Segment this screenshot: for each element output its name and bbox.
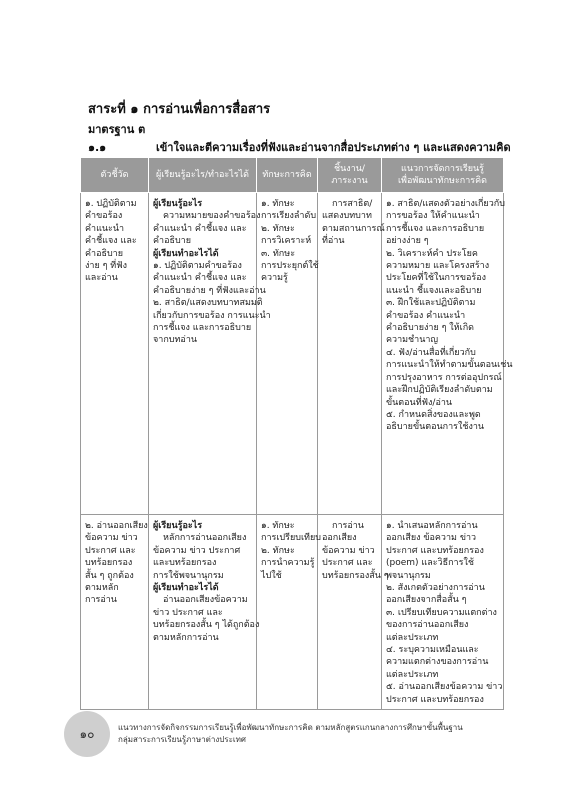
learner-know-heading: ผู้เรียนรู้อะไร [153, 521, 203, 531]
cell-line: การสาธิต/ [332, 199, 373, 209]
cell-line: ออกเสียงจากสื่อสั้น ๆ [386, 595, 467, 606]
header-task [318, 158, 382, 193]
cell-line: คำอธิบาย [85, 248, 124, 259]
cell-line: และอ่าน [85, 273, 118, 284]
learner-cell [149, 193, 271, 515]
cell-line: ความชำนาญ [386, 335, 439, 346]
cell-line: อย่างง่าย ๆ [386, 236, 429, 247]
cell-line: ตามหลักการอ่าน [153, 632, 219, 643]
cell-line: สั้น ๆ ถูกต้อง [85, 570, 134, 581]
cell-line: ความหมายของคำขอร้อง [163, 211, 261, 222]
indicator-cell [81, 515, 149, 710]
header-task-line1: ชิ้นงาน/ [334, 163, 365, 174]
cell-line: ความแตกต่างของการอ่าน [386, 657, 489, 668]
cell-line: คำแนะนำ คำชี้แจง และ [153, 273, 247, 284]
cell-line: บทร้อยกรอง [85, 558, 133, 569]
cell-line: ความหมาย และโครงสร้าง [386, 261, 490, 272]
cell-line: ประกาศ และบทร้อยกรอง [386, 694, 484, 705]
cell-line: ข้อความ ข่าว ประกาศ [153, 545, 241, 556]
cell-line: คำอธิบายง่าย ๆ ให้เกิด [386, 323, 474, 334]
cell-line: ของการอ่านออกเสียง [386, 620, 469, 631]
cell-line: การปรุงอาหาร การต่ออุปกรณ์ [386, 372, 502, 383]
cell-line: ออกเสียง ข้อความ ข่าว [386, 533, 477, 544]
cell-line: คำแนะนำ [85, 223, 125, 234]
cell-line: ๓. ฝึกใช้และปฏิบัติตาม [386, 298, 476, 309]
approach-cell [382, 515, 504, 710]
cell-line: บทร้อยกรองสั้น ๆ [322, 570, 389, 581]
standard-code: มาตรฐาน ต ๑.๑ [88, 123, 146, 154]
cell-line: ๔. ฟัง/อ่านสื่อที่เกี่ยวกับ [386, 347, 476, 358]
cell-line: คำชี้แจง และ [85, 236, 137, 247]
cell-line: คำขอร้อง คำแนะนำ [386, 310, 466, 321]
cell-line: อธิบายขั้นตอนการใช้งาน [386, 422, 485, 433]
cell-line: ๒. สังเกตตัวอย่างการอ่าน [386, 583, 485, 594]
table-row [81, 193, 504, 515]
cell-line: คำขอร้อง [85, 211, 123, 222]
cell-line: ประกาศ และ [85, 545, 136, 556]
cell-line: การวิเคราะห์ [261, 236, 312, 247]
cell-line: บทร้อยกรองสั้น ๆ ได้ถูกต้อง [153, 620, 260, 631]
cell-line: คำแนะนำ คำชี้แจง และ [153, 223, 247, 234]
cell-line: ประกาศ และ [322, 558, 373, 569]
header-approach-line1: แนวการจัดการเรียนรู้ [401, 163, 484, 174]
cell-line: พจนานุกรม [386, 570, 431, 581]
cell-line: การประยุกต์ใช้ [261, 261, 319, 272]
learner-do-heading: ผู้เรียนทำอะไรได้ [153, 583, 219, 594]
cell-line: ๕. กำหนดสิ่งของและพูด [386, 409, 481, 420]
header-approach-line2: เพื่อพัฒนาทักษะการคิด [397, 176, 488, 186]
cell-line: (poem) และวิธีการใช้ [386, 558, 474, 569]
cell-line: ข่าว ประกาศ และ [153, 607, 223, 618]
cell-line: การอ่าน [332, 521, 364, 531]
cell-line: การชี้แจง และการอธิบาย [153, 323, 252, 334]
cell-line: ง่าย ๆ ที่ฟัง [85, 261, 127, 272]
header-thinking: ทักษะการคิด [257, 158, 318, 193]
footer-text [118, 722, 463, 746]
cell-line: ประโยคที่ใช้ในการขอร้อง [386, 273, 487, 284]
cell-line: การใช้พจนานุกรม [153, 570, 224, 581]
table-row [81, 515, 504, 710]
cell-line: แต่ละประเภท [386, 669, 439, 680]
cell-line: ๒. ทักษะ [261, 223, 295, 234]
strand-title: สาระที่ ๑ การอ่านเพื่อการสื่อสาร [88, 102, 271, 117]
cell-line: ประกาศ และบทร้อยกรอง [386, 545, 484, 556]
cell-line: การอ่าน [85, 595, 117, 606]
cell-line: การขอร้อง ให้คำแนะนำ [386, 211, 480, 222]
cell-line: ๕. อ่านออกเสียงข้อความ ข่าว [386, 682, 503, 693]
task-cell [318, 515, 389, 710]
cell-line: ตามสถานการณ์ [322, 223, 385, 234]
learner-know-heading: ผู้เรียนรู้อะไร [153, 199, 203, 209]
footer-line1: แนวทางการจัดกิจกรรมการเรียนรู้เพื่อพัฒนาทักษะการคิด ตามหลักสูตรแกนกลางการศึกษาขั้นพื้นฐาน [118, 723, 463, 732]
cell-line: จากบทอ่าน [153, 335, 198, 346]
cell-line: ไปใช้ [261, 570, 282, 581]
cell-line: การเปรียบเทียบ [261, 533, 321, 544]
cell-line: ความรู้ [261, 273, 288, 284]
indicator-cell [81, 193, 149, 515]
cell-line: ๑. ปฏิบัติตามคำขอร้อง [153, 261, 242, 272]
footer-line2: กลุ่มสาระการเรียนรู้ภาษาต่างประเทศ [118, 735, 246, 744]
page-number-badge: ๑๐ [64, 711, 110, 757]
header-learner: ผู้เรียนรู้อะไร/ทำอะไรได้ [149, 158, 257, 193]
cell-line: คำอธิบายง่าย ๆ ที่ฟังและอ่าน [153, 285, 266, 296]
cell-line: ขั้นตอนที่ฟัง/อ่าน [386, 397, 453, 408]
cell-line: ๓. เปรียบเทียบความแตกต่าง [386, 607, 497, 618]
thinking-cell [257, 193, 318, 515]
header-indicator: ตัวชี้วัด [81, 158, 149, 193]
thinking-cell [257, 515, 321, 710]
cell-line: ๑. ปฏิบัติตาม [85, 199, 137, 209]
cell-line: การแนะนำให้ทำตามขั้นตอนเช่น [386, 360, 513, 371]
cell-line: ๓. ทักษะ [261, 248, 296, 259]
cell-line: ๔. ระบุความเหมือนและ [386, 645, 479, 656]
cell-line: ที่อ่าน [322, 236, 345, 247]
learner-cell [149, 515, 260, 710]
cell-line: คำอธิบาย [153, 236, 192, 247]
header-approach [382, 158, 504, 193]
cell-line: แนะนำ ชี้แจงและอธิบาย [386, 285, 482, 296]
cell-line: การเรียงลำดับ [261, 211, 317, 222]
cell-line: ข้อความ ข่าว [85, 533, 138, 544]
cell-line: และฝึกปฏิบัติเรียงลำดับตาม [386, 385, 493, 396]
cell-line: อ่านออกเสียงข้อความ [163, 595, 248, 606]
cell-line: และบทร้อยกรอง [153, 558, 217, 569]
learner-do-heading: ผู้เรียนทำอะไรได้ [153, 248, 219, 259]
curriculum-table [80, 157, 513, 710]
approach-cell [382, 193, 513, 515]
cell-line: แต่ละประเภท [386, 632, 439, 643]
cell-line: ๒. สาธิต/แสดงบทบาทสมมติ [153, 298, 263, 309]
cell-line: ตามหลัก [85, 583, 119, 594]
cell-line: ๒. อ่านออกเสียง [85, 521, 148, 531]
cell-line: ๒. วิเคราะห์คำ ประโยค [386, 248, 478, 259]
cell-line: แสดงบทบาท [322, 211, 372, 222]
cell-line: ๒. ทักษะ [261, 545, 295, 556]
cell-line: ๑. สาธิต/แสดงตัวอย่างเกี่ยวกับ [386, 199, 505, 209]
table-header-row [81, 158, 504, 193]
cell-line: การนำความรู้ [261, 558, 315, 569]
standard-text-line1: เข้าใจและตีความเรื่องที่ฟังและอ่านจากสื่อประเภทต่าง ๆ และแสดงความคิด [156, 141, 511, 154]
cell-line: ข้อความ ข่าว [322, 545, 375, 556]
cell-line: ๑. ทักษะ [261, 521, 295, 531]
cell-line: เกี่ยวกับการขอร้อง การแนะนำ [153, 310, 271, 321]
cell-line: ออกเสียง [322, 533, 357, 544]
task-cell [318, 193, 385, 515]
cell-line: การชี้แจง และการอธิบาย [386, 223, 485, 234]
cell-line: ๑. นำเสนอหลักการอ่าน [386, 521, 478, 531]
cell-line: ๑. ทักษะ [261, 199, 295, 209]
cell-line: หลักการอ่านออกเสียง [163, 533, 247, 544]
header-task-line2: ภาระงาน [331, 176, 368, 186]
